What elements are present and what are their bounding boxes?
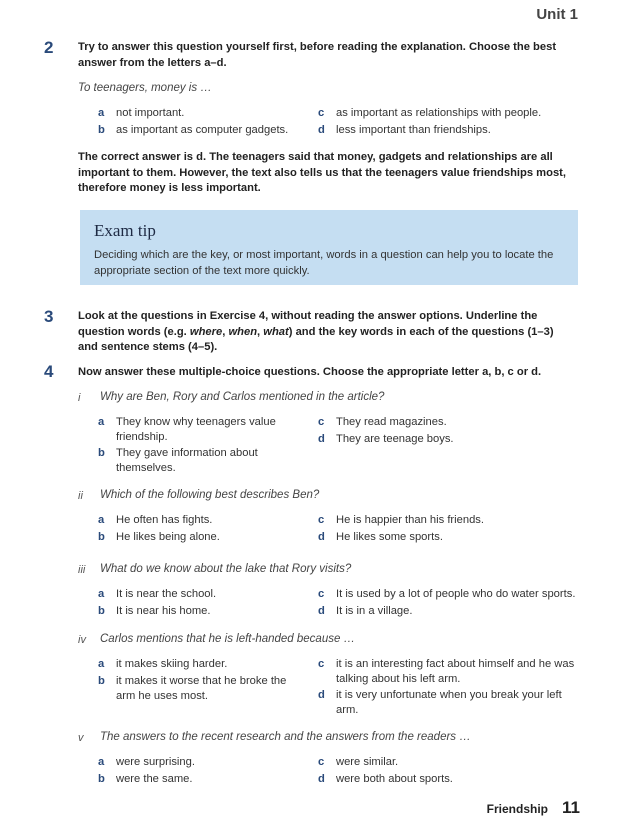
question-text: Which of the following best describes Ben? xyxy=(100,489,320,501)
exam-tip-box xyxy=(80,210,578,285)
separator: , xyxy=(222,325,229,338)
option-a: a it makes skiing harder. xyxy=(98,658,228,670)
option-a: a were surprising. xyxy=(98,756,195,768)
option-text: as important as computer gadgets. xyxy=(116,124,289,136)
option-letter: d xyxy=(318,124,325,136)
option-text: were similar. xyxy=(336,756,399,768)
option-d: d it is very unfortunate when you break your left arm. xyxy=(318,688,576,717)
option-text: were surprising. xyxy=(116,756,195,768)
exercise-4-instruction: Now answer these multiple-choice questions. Choose the appropriate letter a, b, c or d. xyxy=(78,366,542,378)
option-b: b They gave information about themselves. xyxy=(98,446,296,475)
exercise-3-instruction xyxy=(78,309,568,356)
option-c: c He is happier than his friends. xyxy=(318,514,485,526)
option-d: d It is in a village. xyxy=(318,605,413,617)
option-text: were both about sports. xyxy=(336,773,453,785)
question-number: v xyxy=(78,732,84,744)
option-text: it makes it worse that he broke the arm he uses most. xyxy=(116,675,287,702)
exercise-2-explanation: The correct answer is d. The teenagers said that money, gadgets and relationships are all important to them. However, the text also tells us that the teenagers value friendships most, therefore money is less important. xyxy=(78,151,567,194)
unit-label: Unit 1 xyxy=(536,6,578,23)
option-text: He is happier than his friends. xyxy=(336,514,485,526)
option-a: a They know why teenagers value friendship. xyxy=(98,415,296,444)
option-text: were the same. xyxy=(116,773,193,785)
option-d: d were both about sports. xyxy=(318,773,453,785)
option-text: It is near his home. xyxy=(116,605,211,617)
question-text: Why are Ben, Rory and Carlos mentioned in the article? xyxy=(100,391,385,403)
option-b: b it makes it worse that he broke the arm he uses most. xyxy=(98,674,306,703)
option-b: b It is near his home. xyxy=(98,605,211,617)
question-text: What do we know about the lake that Rory visits? xyxy=(100,563,352,575)
chapter-name: Friendship xyxy=(486,802,549,816)
option-text: He likes some sports. xyxy=(336,531,443,543)
option-text: It is in a village. xyxy=(336,605,413,617)
exam-tip-text: Deciding which are the key, or most important, words in a question can help you to locate the appropriate section of the text more quickly. xyxy=(94,249,554,277)
option-text: less important than friendships. xyxy=(336,124,491,136)
option-text: They know why teenagers value friendship. xyxy=(116,416,276,443)
question-number: iii xyxy=(78,564,86,576)
option-text: He often has fights. xyxy=(116,514,213,526)
question-word: when xyxy=(228,325,258,338)
option-2b xyxy=(98,123,288,138)
question-number: i xyxy=(78,392,81,404)
question-number: ii xyxy=(78,490,83,502)
question-text: Carlos mentions that he is left-handed because … xyxy=(100,633,356,645)
option-text: They are teenage boys. xyxy=(336,433,454,445)
exercise-3-number: 3 xyxy=(44,307,54,326)
exercise-2-stem: To teenagers, money is … xyxy=(78,82,212,94)
option-c: c it is an interesting fact about himself and he was talking about his left arm. xyxy=(318,658,575,685)
page-footer xyxy=(487,798,580,818)
exam-tip-title: Exam tip xyxy=(94,221,156,240)
option-text: It is used by a lot of people who do water sports. xyxy=(336,588,576,600)
option-2c xyxy=(318,106,541,121)
option-text: He likes being alone. xyxy=(116,531,220,543)
option-2a xyxy=(98,106,184,121)
instruction-part: ) and the key words in each of the questions (1–3) and sentence stems (4–5). xyxy=(78,325,554,353)
option-c: c They read magazines. xyxy=(318,416,447,428)
exercise-4-number: 4 xyxy=(44,362,54,381)
option-letter: b xyxy=(98,124,105,136)
instruction-part: Look at the questions in Exercise 4, without reading the answer options. Underline the question words (e.g. xyxy=(78,310,538,338)
question-text: The answers to the recent research and the answers from the readers … xyxy=(100,731,471,743)
option-a: a It is near the school. xyxy=(98,588,217,600)
option-letter: a xyxy=(98,107,105,119)
page-number: 11 xyxy=(562,798,580,817)
option-2d xyxy=(318,123,491,138)
exercise-2-number: 2 xyxy=(44,38,54,57)
option-text: it makes skiing harder. xyxy=(116,658,228,670)
option-text: It is near the school. xyxy=(116,588,217,600)
question-number: iv xyxy=(78,634,86,646)
option-text: not important. xyxy=(116,107,185,119)
option-text: They read magazines. xyxy=(336,416,447,428)
option-text: They gave information about themselves. xyxy=(116,447,258,474)
exercise-2-instruction: Try to answer this question yourself first, before reading the explanation. Choose the best answer from the letters a–d. xyxy=(78,41,557,69)
option-c: c were similar. xyxy=(318,756,399,768)
option-c: c It is used by a lot of people who do water sports. xyxy=(318,587,586,602)
option-letter: c xyxy=(318,107,325,119)
option-b: b He likes being alone. xyxy=(98,531,220,543)
option-text: it is very unfortunate when you break your left arm. xyxy=(336,689,562,716)
option-d: d He likes some sports. xyxy=(318,531,443,543)
question-word: where xyxy=(189,325,223,338)
question-word: what xyxy=(263,325,289,338)
option-text: as important as relationships with people. xyxy=(336,107,542,119)
option-text: it is an interesting fact about himself and he was talking about his left arm. xyxy=(336,658,575,685)
option-a: a He often has fights. xyxy=(98,514,213,526)
separator: , xyxy=(257,325,264,338)
option-b: b were the same. xyxy=(98,773,193,785)
option-d: d They are teenage boys. xyxy=(318,433,454,445)
